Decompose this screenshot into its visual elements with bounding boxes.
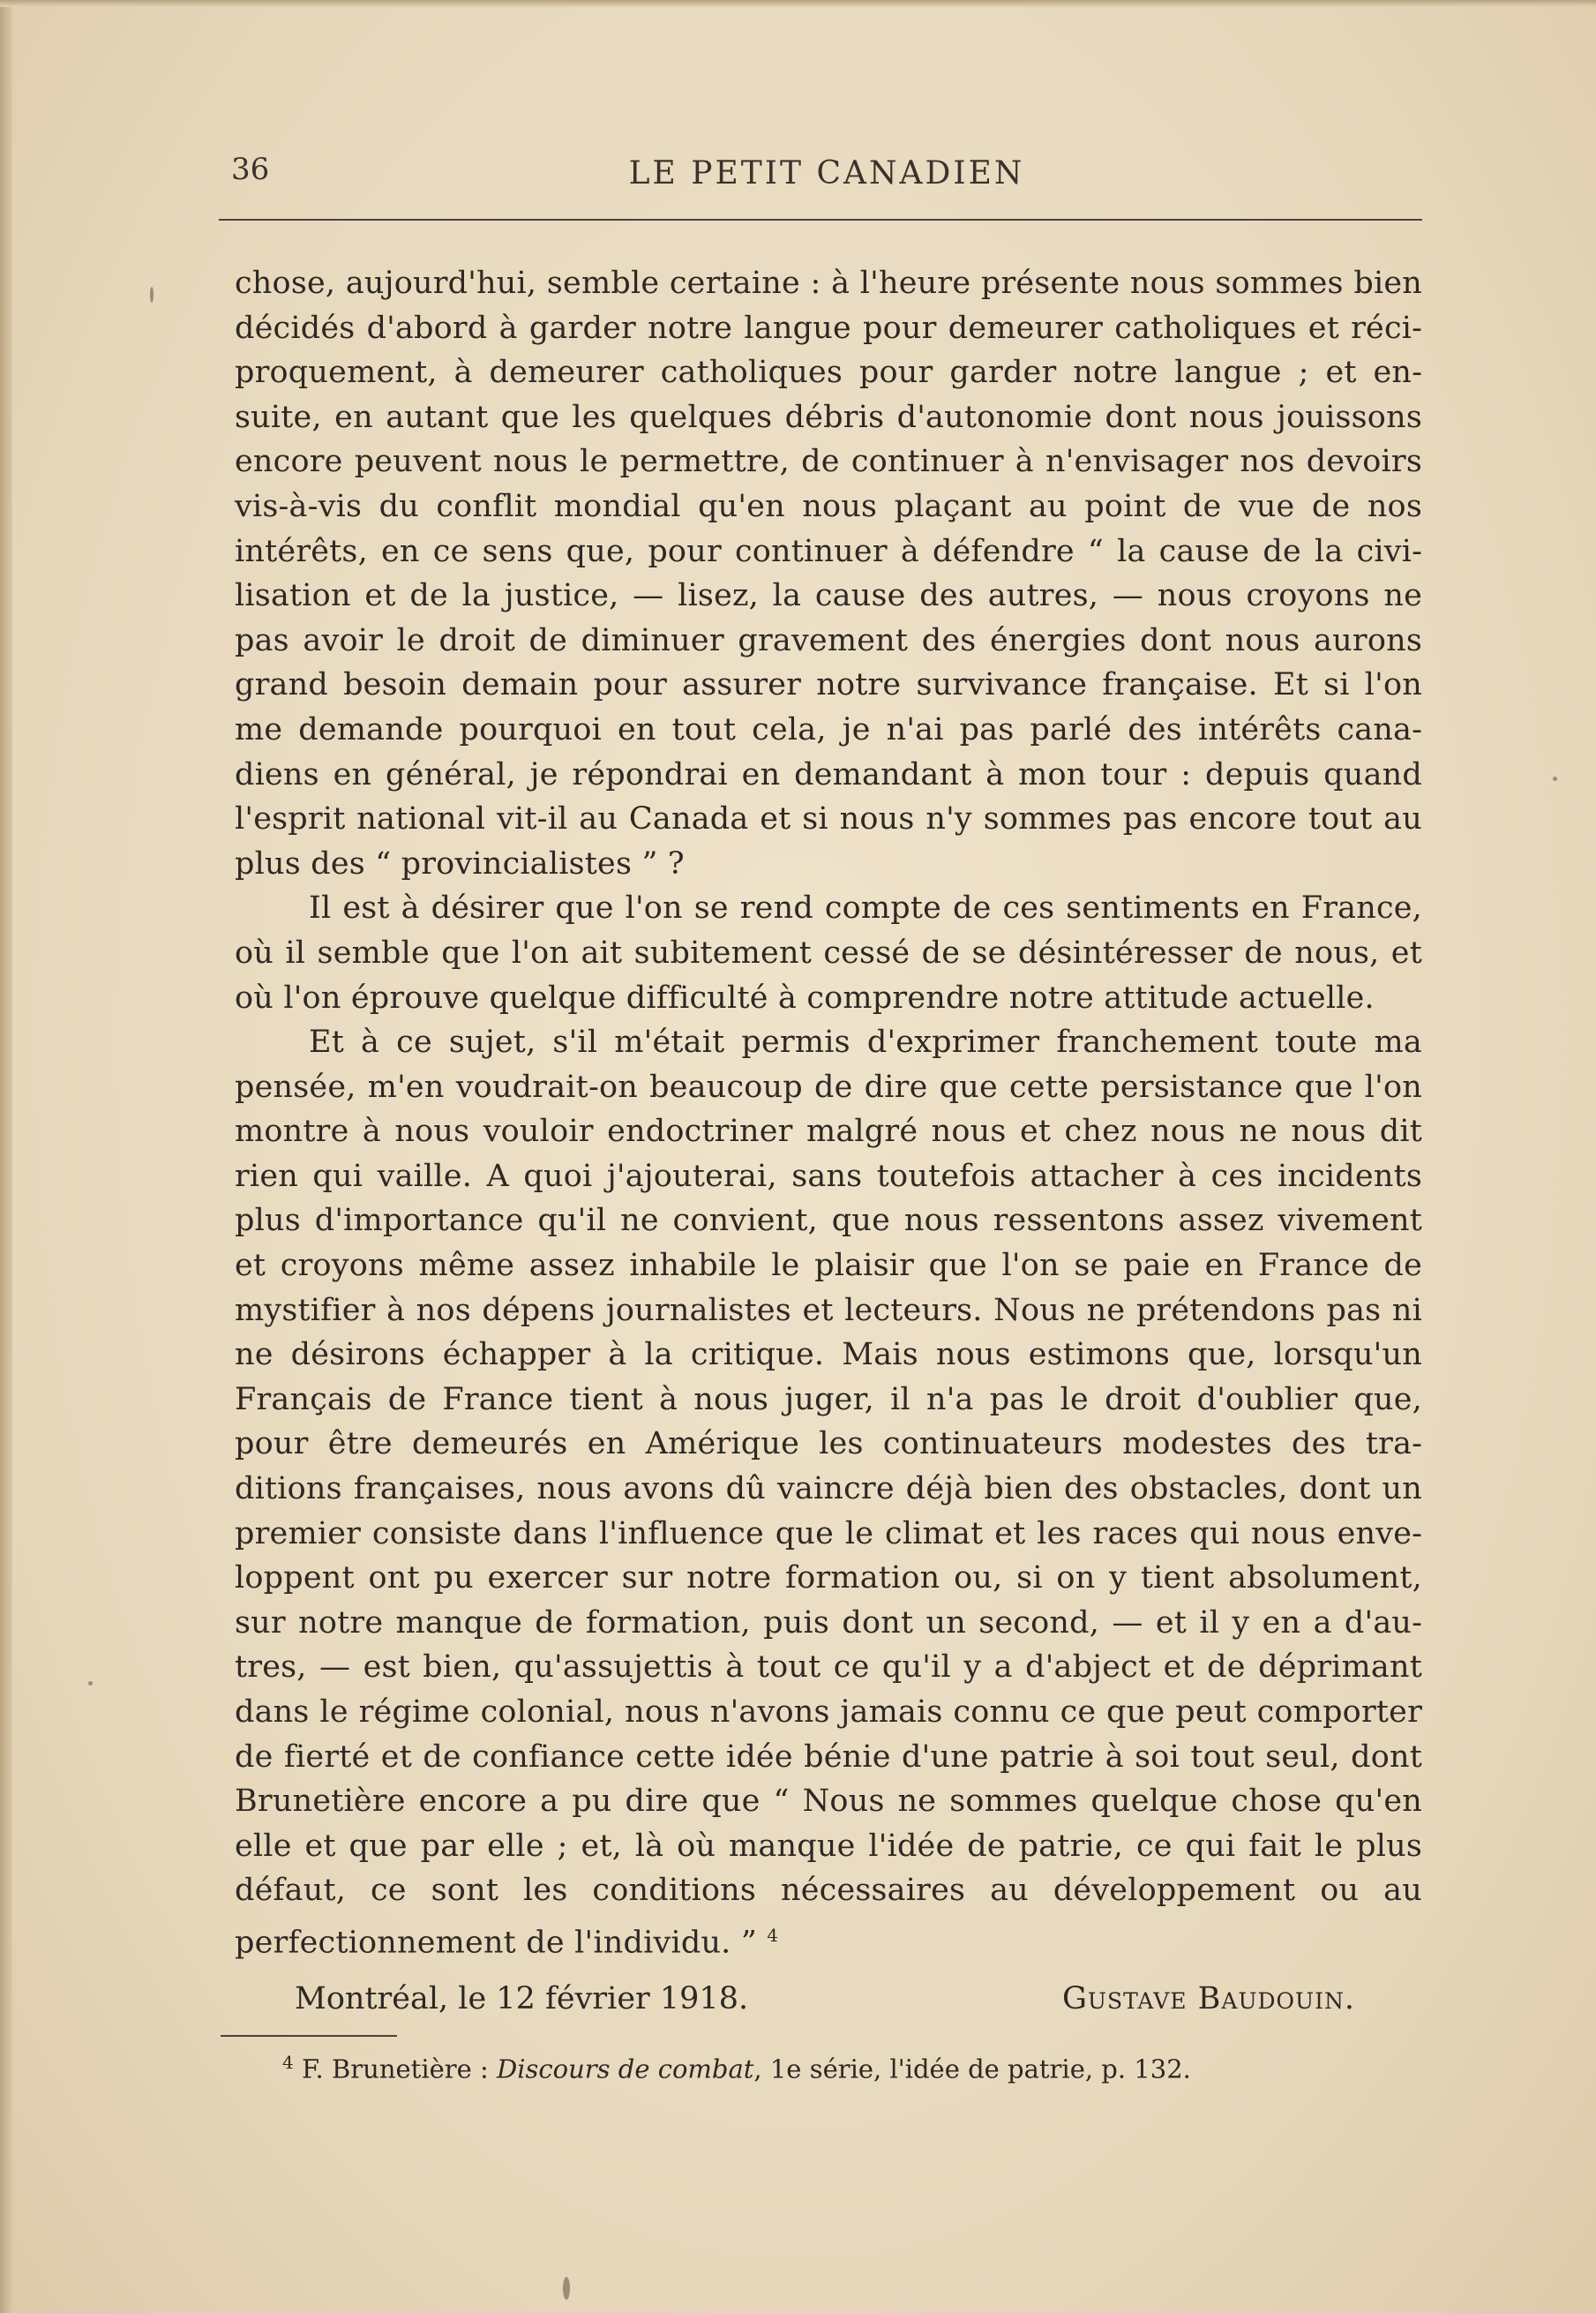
- paragraph-2: Il est à désirer que l'on se rend compte de ces sentiments en France, où il semble que l'on ait subitement cessé de se désintéresser de nous, et où l'on éprouve quelque difficulté à comprendre notre attitude actuelle.: [235, 890, 1422, 1016]
- page-edge-top: [0, 0, 1596, 7]
- body-text: [235, 261, 1422, 1965]
- signature-line: [235, 1981, 1355, 2025]
- author-signature: Gustave Baudouin.: [1061, 1981, 1355, 2016]
- footnote-rest: , 1e série, l'idée de patrie, p. 132.: [753, 2054, 1191, 2084]
- page-edge-left: [0, 0, 12, 2313]
- paper-speck: [88, 1681, 93, 1686]
- header-rule: [219, 219, 1422, 221]
- paragraph-3-text: Et à ce sujet, s'il m'était permis d'exprimer franchement toute ma pensée, m'en voudrait-on beaucoup de dire que cette persistance que l'on montre à nous vouloir endoctriner malgré nous et chez nous ne nous dit rien qui vaille. A quoi j'ajouterai, sans toutefois attacher à ces incidents plus d'importance qu'il ne convient, que nous ressentons assez vivement et croyons même assez inhabile le plaisir que l'on se paie en France de mystifier à nos dépens journalistes et lecteurs. Nous ne prétendons pas ni ne désirons échapper à la critique. Mais nous estimons que, lorsqu'un Français de France tient à nous juger, il n'a pas le droit d'oublier que, pour être demeurés en Amérique les continuateurs modestes des traditions françaises, nous avons dû vaincre déjà bien des obstacles, dont un premier consiste dans l'influence que le climat et les races qui nous enveloppent ont pu exercer sur notre formation ou, si on y tient absolument, sur notre manque de formation, puis dont un second, — et il y en a d'autres, — est bien, qu'assujettis à tout ce qu'il y a d'abject et de déprimant dans le régime colonial, nous n'avons jamais connu ce que peut comporter de fierté et de confiance cette idée bénie d'une patrie à soi tout seul, dont Brunetière encore a pu dire que “ Nous ne sommes quelque chose qu'en elle et que par elle ; et, là où manque l'idée de patrie, ce qui fait le plus défaut, ce sont les conditions nécessaires au développement ou au perfectionnement de l'individu. ”: [235, 1025, 1422, 1961]
- footnote-title: Discours de combat: [497, 2054, 754, 2084]
- paper-speck: [563, 2277, 570, 2300]
- running-head: LE PETIT CANADIEN: [628, 155, 1025, 191]
- paragraph-3: [235, 1020, 1422, 1965]
- paper-speck: [150, 287, 154, 303]
- footnote-author: F. Brunetière :: [301, 2054, 489, 2084]
- footnote-rule: [221, 2035, 397, 2037]
- place-date: Montréal, le 12 février 1918.: [295, 1981, 749, 2016]
- page-number: 36: [231, 152, 270, 187]
- paper-speck: [1553, 777, 1557, 781]
- footnote: [282, 2052, 1376, 2084]
- page-header: [231, 148, 1422, 201]
- footnote-marker: 4: [282, 2052, 294, 2073]
- paragraph-1: chose, aujourd'hui, semble certaine : à l'heure présente nous sommes bien décidés d'abord à garder notre langue pour demeurer catholiques et réciproquement, à demeurer catholiques pour garder notre langue ; et ensuite, en autant que les quelques débris d'autonomie dont nous jouissons encore peuvent nous le permettre, de continuer à n'envisager nos devoirs vis-à-vis du conflit mondial qu'en nous plaçant au point de vue de nos intérêts, en ce sens que, pour continuer à défendre “ la cause de la civilisation et de la justice, — lisez, la cause des autres, — nous croyons ne pas avoir le droit de diminuer gravement des énergies dont nous aurons grand besoin demain pour assurer notre survivance française. Et si l'on me demande pourquoi en tout cela, je n'ai pas parlé des intérêts canadiens en général, je répondrai en demandant à mon tour : depuis quand l'esprit national vit-il au Canada et si nous n'y sommes pas encore tout au plus des “ provincialistes ” ?: [235, 266, 1422, 882]
- footnote-reference: 4: [767, 1924, 779, 1946]
